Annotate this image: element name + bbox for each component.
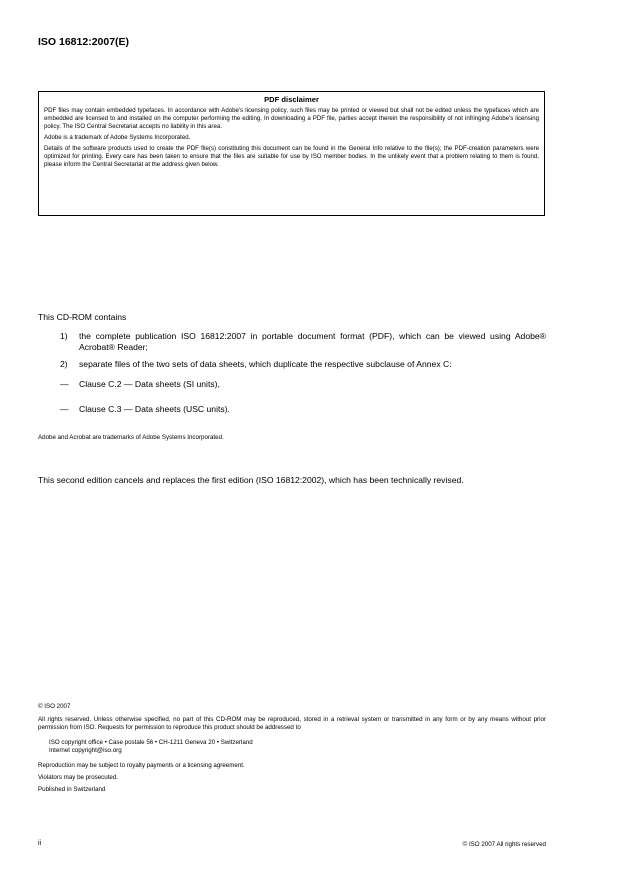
dash-item (60, 379, 220, 390)
published-note: Published in Switzerland (38, 786, 106, 793)
cdrom-contents-list (60, 331, 546, 376)
pdf-disclaimer-box (38, 91, 545, 216)
disclaimer-title: PDF disclaimer (264, 95, 319, 104)
royalty-note: Reproduction may be subject to royalty payments or a licensing agreement. (38, 762, 245, 769)
copyright-line: © ISO 2007 (38, 703, 71, 710)
office-line: ISO copyright office • Case postale 56 • CH-1211 Geneva 20 • Switzerland (49, 739, 253, 746)
footer-copyright: © ISO 2007 All rights reserved (462, 841, 546, 848)
page-number: ii (38, 840, 42, 847)
cdrom-intro: This CD-ROM contains (38, 312, 127, 322)
dash-item-text: Clause C.2 — Data sheets (SI units), (79, 379, 220, 389)
rights-statement: All rights reserved. Unless otherwise specified, no part of this CD-ROM may be reproduced, stored in a retrieval system or transmitted in any form or by any means without prior permission from ISO. Requests for permission to reproduce this product should be addressed to (38, 716, 546, 731)
dash-mark: — (60, 379, 69, 389)
dash-item-text: Clause C.3 — Data sheets (USC units). (79, 404, 230, 414)
violators-note: Violators may be prosecuted. (38, 774, 119, 781)
copyright-office-address (49, 739, 253, 755)
disclaimer-paragraph-2: Adobe is a trademark of Adobe Systems Incorporated. (44, 134, 191, 141)
list-item (60, 359, 546, 370)
list-item (60, 331, 546, 353)
list-item-number: 1) (60, 331, 68, 341)
trademark-note: Adobe and Acrobat are trademarks of Adobe Systems Incorporated. (38, 434, 224, 441)
dash-mark: — (60, 404, 69, 414)
internet-line: Internet copyright@iso.org (49, 747, 122, 754)
list-item-text: the complete publication ISO 16812:2007 in portable document format (PDF), which can be viewed using Adobe® Acrobat® Reader; (79, 331, 546, 352)
dash-item (60, 404, 230, 415)
disclaimer-paragraph-3: Details of the software products used to create the PDF file(s) constituting this document can be found in the General Info relative to the file(s); the PDF-creation parameters were optimized for printing. Every care has been taken to ensure that the files are suitable for use by ISO member bodies. In the unlikely event that a problem relating to them is found, please inform the Central Secretariat at the address given below. (44, 145, 539, 168)
disclaimer-paragraph-1: PDF files may contain embedded typefaces. In accordance with Adobe's licensing policy, such files may be printed or viewed but shall not be edited unless the typefaces which are embedded are licensed to and installed on the computer performing the editing. In downloading a PDF file, parties accept therein the responsibility of not infringing Adobe's licensing policy. The ISO Central Secretariat accepts no liability in this area. (44, 107, 539, 130)
edition-statement: This second edition cancels and replaces the first edition (ISO 16812:2002), which has been technically revised. (38, 475, 464, 485)
list-item-text: separate files of the two sets of data sheets, which duplicate the respective subclause of Annex C: (79, 359, 452, 369)
document-header: ISO 16812:2007(E) (38, 36, 130, 48)
list-item-number: 2) (60, 359, 68, 369)
